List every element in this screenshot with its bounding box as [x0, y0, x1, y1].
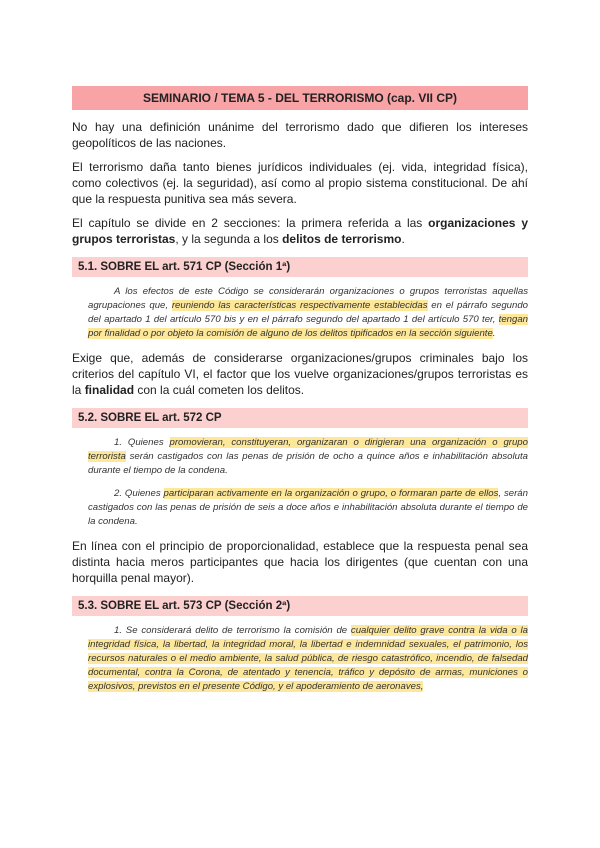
text-run: .	[492, 328, 496, 339]
intro-paragraph-1: No hay una definición unánime del terrorismo dado que difieren los intereses geopolíticos de las naciones.	[72, 120, 528, 150]
text-run: 1. Se considerará delito de terrorismo la comisión de	[114, 625, 351, 636]
text-run: , serán castigados con las penas de prisión de seis a doce años e inhabilitación absoluta durante el tiempo de la condena.	[88, 488, 528, 527]
text-run: El capítulo se divide en 2 secciones: la primera referida a las	[72, 216, 429, 230]
quote-art-572-2	[72, 487, 528, 529]
bold-term-organizaciones: organizaciones y grupos terroristas	[72, 216, 528, 246]
text-run: 2. Quienes	[114, 488, 164, 499]
highlight: tengan por finalidad o por objeto la comisión de alguno de los delitos tipificados en la sección siguiente	[88, 314, 528, 339]
section-heading-572: 5.2. SOBRE EL art. 572 CP	[72, 408, 528, 428]
text-run: 1. Quienes	[114, 437, 170, 448]
quote-art-573	[72, 624, 528, 694]
text-run: en el párrafo segundo del apartado 1 del artículo 570 bis y en el párrafo segundo del apartado 1 del artículo 570 ter,	[88, 300, 529, 325]
highlight: promovieran, constituyeran, organizaran o dirigieran una organización o grupo terrorista	[88, 437, 528, 462]
text-run: .	[401, 232, 405, 246]
text-run: con la cuál cometen los delitos.	[134, 383, 305, 397]
highlight: cualquier delito grave contra la vida o la integridad física, la libertad, la integridad moral, la libertad e indemnidad sexuales, el patrimonio, los recursos naturales o el medio ambiente, la salud pública, de riesgo catastrófico, incendio, de falsedad documental, contra la Corona, de atentado y tenencia, tráfico y depósito de armas, municiones o explosivos, previstos en el presente Código, y el apoderamiento de aeronaves,	[88, 625, 528, 692]
text-run: Exige que, además de considerarse organizaciones/grupos criminales bajo los criterios del capítulo VI, el factor que los vuelve organizaciones/grupos terroristas es la	[72, 351, 528, 397]
text-run: serán castigados con las penas de prisión de ocho a quince años e inhabilitación absoluta durante el tiempo de la condena.	[88, 451, 528, 476]
section-heading-571: 5.1. SOBRE EL art. 571 CP (Sección 1ª)	[72, 257, 528, 277]
intro-paragraph-2: El terrorismo daña tanto bienes jurídicos individuales (ej. vida, integridad física), como colectivos (ej. la seguridad), así como al propio sistema constitucional. De ahí que la respuesta punitiva sea más severa.	[72, 160, 528, 206]
quote-art-572-1	[72, 436, 528, 478]
document-title: SEMINARIO / TEMA 5 - DEL TERRORISMO (cap. VII CP)	[72, 86, 528, 110]
bold-term-delitos: delitos de terrorismo	[282, 232, 402, 246]
section-heading-573: 5.3. SOBRE EL art. 573 CP (Sección 2ª)	[72, 596, 528, 616]
highlight: reuniendo las características respectivamente establecidas	[171, 300, 428, 311]
text-run: A los efectos de este Código se considerarán organizaciones o grupos terroristas aquellas agrupaciones que,	[88, 286, 528, 311]
commentary-571	[72, 350, 528, 398]
intro-paragraph-3	[72, 215, 528, 247]
commentary-572: En línea con el principio de proporcionalidad, establece que la respuesta penal sea distinta hacia meros participantes que hacia los dirigentes (que cuentan con una horquilla penal mayor).	[72, 539, 528, 585]
text-run: , y la segunda a los	[175, 232, 283, 246]
highlight: participaran activamente en la organización o grupo, o formaran parte de ellos	[163, 488, 499, 499]
bold-term-finalidad: finalidad	[84, 383, 135, 397]
quote-art-571	[72, 285, 528, 341]
